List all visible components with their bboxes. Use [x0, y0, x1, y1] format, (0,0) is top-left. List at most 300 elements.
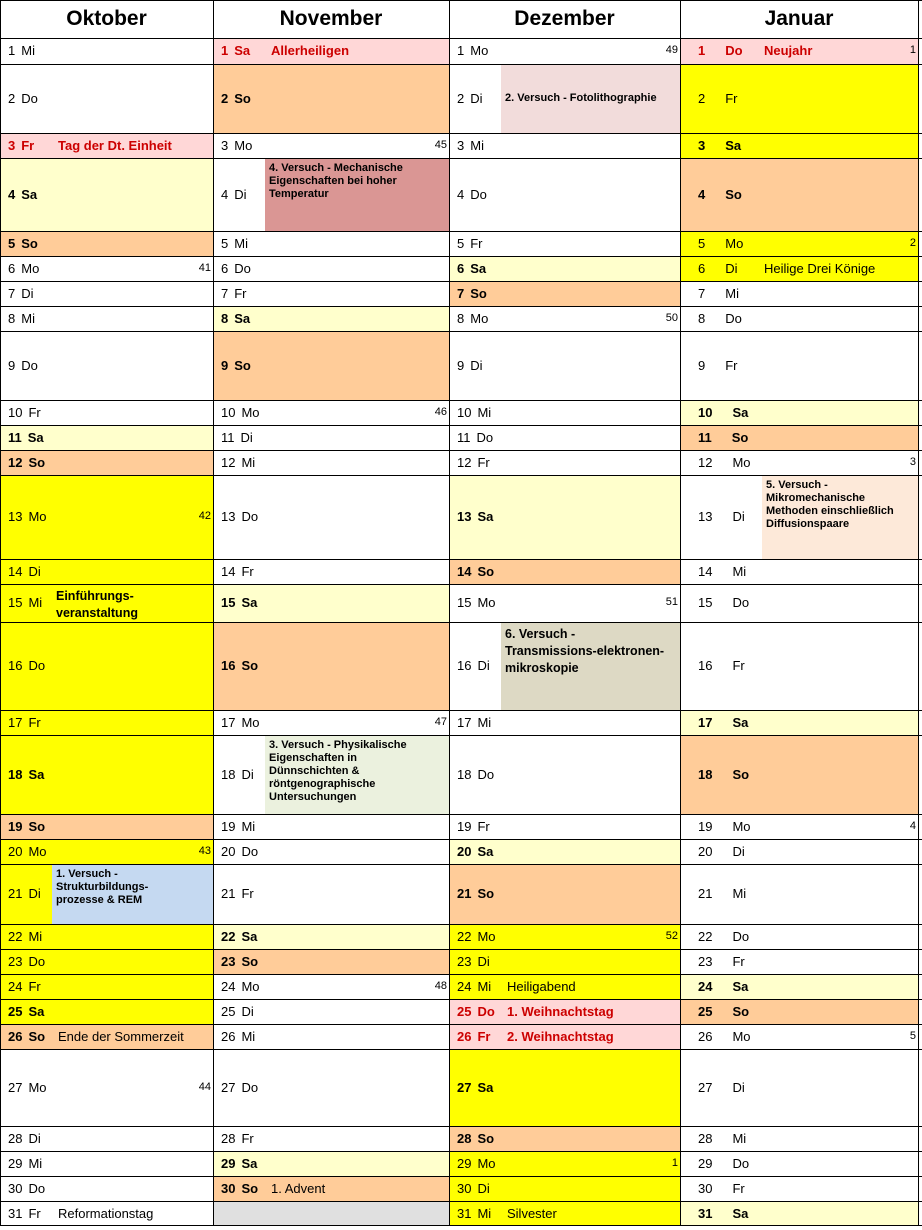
week-number: 44 — [198, 1081, 211, 1093]
day-cell[interactable] — [0, 231, 213, 256]
day-number: 14 — [221, 564, 236, 579]
weekday-label: Mo — [732, 819, 751, 834]
day-cell[interactable] — [213, 735, 449, 814]
day-cell[interactable] — [680, 584, 918, 622]
day-cell[interactable] — [449, 1201, 680, 1226]
day-label — [8, 1081, 47, 1095]
day-number: 22 — [221, 929, 236, 944]
weekday-label: Fr — [28, 405, 41, 420]
day-label — [8, 565, 41, 579]
day-number: 16 — [8, 658, 23, 673]
course-event[interactable] — [762, 475, 918, 559]
day-number: 9 — [698, 358, 706, 373]
weekday-label: Sa — [241, 929, 258, 944]
day-label — [8, 237, 38, 251]
day-cell[interactable] — [449, 1126, 680, 1151]
day-cell[interactable] — [680, 256, 918, 281]
day-cell[interactable] — [449, 64, 680, 133]
day-number: 23 — [8, 954, 23, 969]
day-cell[interactable] — [680, 924, 918, 949]
day-cell[interactable] — [213, 559, 449, 584]
day-label — [221, 820, 255, 834]
day-cell[interactable] — [213, 450, 449, 475]
weekday-label: Sa — [732, 979, 749, 994]
day-cell[interactable] — [0, 133, 213, 158]
day-number: 4 — [221, 187, 229, 202]
day-cell[interactable] — [449, 133, 680, 158]
weekday-label: Mi — [28, 929, 43, 944]
weekday-label: Di — [732, 1080, 745, 1095]
day-note: Reformationstag — [58, 1206, 154, 1221]
weekday-label: Di — [477, 1181, 490, 1196]
day-cell[interactable] — [680, 710, 918, 735]
day-cell[interactable] — [449, 814, 680, 839]
row-divider — [0, 949, 922, 950]
day-cell[interactable] — [449, 1151, 680, 1176]
day-cell[interactable] — [680, 400, 918, 425]
day-number: 19 — [457, 819, 472, 834]
day-label — [698, 456, 751, 470]
day-cell[interactable] — [213, 1024, 449, 1049]
day-number: 18 — [698, 767, 713, 782]
day-cell[interactable] — [680, 1126, 918, 1151]
day-number: 29 — [698, 1156, 713, 1171]
day-number: 15 — [698, 595, 713, 610]
day-cell[interactable] — [0, 38, 213, 64]
day-cell[interactable] — [0, 1049, 213, 1126]
day-label — [8, 139, 34, 153]
day-label — [457, 92, 483, 106]
day-cell[interactable] — [680, 949, 918, 974]
weekday-label: Mi — [21, 43, 35, 58]
weekday-label: Do — [241, 1080, 259, 1095]
day-label — [698, 262, 738, 276]
weekday-label: Sa — [241, 1156, 258, 1171]
day-cell[interactable] — [213, 949, 449, 974]
weekday-label: Di — [470, 358, 483, 373]
day-number: 15 — [457, 595, 472, 610]
day-cell[interactable] — [213, 999, 449, 1024]
day-label — [457, 955, 490, 969]
day-number: 28 — [8, 1131, 23, 1146]
day-cell[interactable] — [213, 38, 449, 64]
day-label — [221, 887, 254, 901]
week-number: 1 — [909, 44, 916, 56]
day-cell[interactable] — [680, 735, 918, 814]
weekday-label: Do — [28, 658, 46, 673]
day-cell[interactable] — [680, 1049, 918, 1126]
course-event[interactable] — [265, 158, 449, 231]
week-number: 4 — [909, 820, 916, 832]
day-cell[interactable] — [449, 584, 680, 622]
day-cell[interactable] — [213, 133, 449, 158]
day-cell[interactable] — [213, 158, 449, 231]
day-cell[interactable] — [213, 1151, 449, 1176]
day-cell[interactable] — [449, 331, 680, 400]
day-cell[interactable] — [449, 425, 680, 450]
day-cell[interactable] — [0, 475, 213, 559]
day-label — [8, 456, 45, 470]
day-label — [698, 659, 745, 673]
day-label — [8, 955, 45, 969]
weekday-label: Mo — [241, 715, 260, 730]
day-cell[interactable] — [0, 1151, 213, 1176]
week-number: 48 — [434, 980, 447, 992]
day-number: 11 — [221, 430, 235, 445]
day-cell[interactable] — [449, 735, 680, 814]
day-cell[interactable] — [0, 1176, 213, 1201]
weekday-label: Mo — [732, 1029, 751, 1044]
day-cell[interactable] — [0, 735, 213, 814]
day-cell[interactable] — [213, 400, 449, 425]
day-cell[interactable] — [213, 306, 449, 331]
course-event[interactable] — [52, 584, 213, 622]
row-divider — [0, 999, 922, 1000]
weekday-label: Do — [477, 1004, 495, 1019]
day-number: 30 — [221, 1181, 236, 1196]
week-number: 47 — [434, 716, 447, 728]
day-cell[interactable] — [213, 839, 449, 864]
day-label — [457, 887, 494, 901]
day-number: 5 — [457, 236, 465, 251]
row-divider — [0, 306, 922, 307]
day-cell[interactable] — [0, 450, 213, 475]
weekday-label: Mo — [477, 1156, 496, 1171]
day-label — [457, 139, 484, 153]
day-cell[interactable] — [680, 1176, 918, 1201]
weekday-label: Di — [28, 564, 41, 579]
day-cell[interactable] — [449, 924, 680, 949]
weekday-label: Di — [241, 767, 254, 782]
day-cell[interactable] — [680, 475, 918, 559]
day-cell[interactable] — [449, 999, 680, 1024]
day-number: 9 — [8, 358, 16, 373]
row-divider — [0, 1176, 922, 1177]
weekday-label: Mo — [234, 138, 253, 153]
day-label — [221, 359, 251, 373]
day-cell[interactable] — [213, 475, 449, 559]
day-cell[interactable] — [680, 1151, 918, 1176]
weekday-label: So — [732, 1004, 750, 1019]
day-cell[interactable] — [0, 400, 213, 425]
day-cell[interactable] — [213, 281, 449, 306]
weekday-label: Fr — [477, 819, 490, 834]
day-cell[interactable] — [0, 622, 213, 710]
week-number: 45 — [434, 139, 447, 151]
day-cell[interactable] — [213, 256, 449, 281]
day-cell[interactable] — [680, 425, 918, 450]
day-number: 2 — [221, 91, 229, 106]
column-divider — [680, 0, 681, 1226]
day-cell[interactable] — [0, 1126, 213, 1151]
day-cell[interactable] — [213, 64, 449, 133]
day-label — [457, 820, 490, 834]
weekday-label: Mo — [241, 979, 260, 994]
day-cell[interactable] — [680, 331, 918, 400]
day-number: 26 — [221, 1029, 236, 1044]
day-label — [221, 1030, 255, 1044]
day-number: 23 — [457, 954, 472, 969]
day-cell[interactable] — [680, 1024, 918, 1049]
week-number: 41 — [198, 262, 211, 274]
day-cell[interactable] — [213, 425, 449, 450]
day-label — [698, 406, 748, 420]
day-cell[interactable] — [680, 133, 918, 158]
day-cell[interactable] — [0, 864, 213, 924]
course-event[interactable] — [501, 64, 680, 133]
event-title: 6. Versuch - Transmissions-elektronen- mikroskopie — [505, 627, 665, 675]
row-divider — [0, 924, 922, 925]
day-cell[interactable] — [680, 281, 918, 306]
weekday-label: Fr — [241, 564, 254, 579]
day-number: 16 — [221, 658, 236, 673]
course-event[interactable] — [265, 735, 449, 814]
day-number: 30 — [698, 1181, 713, 1196]
day-note: Heiligabend — [507, 979, 576, 994]
day-cell[interactable] — [449, 306, 680, 331]
day-label — [221, 980, 260, 994]
event-title: 3. Versuch - Physikalische Eigenschaften in Dünnschichten & röntgenographische Untersuchungen — [269, 739, 407, 803]
day-cell[interactable] — [449, 839, 680, 864]
day-cell[interactable] — [449, 710, 680, 735]
day-label — [457, 262, 486, 276]
weekday-label: So — [234, 91, 251, 106]
day-cell[interactable] — [680, 974, 918, 999]
day-note: Ende der Sommerzeit — [58, 1029, 184, 1044]
day-cell[interactable] — [0, 949, 213, 974]
day-cell[interactable] — [0, 64, 213, 133]
day-label — [8, 1157, 42, 1171]
day-cell[interactable] — [213, 864, 449, 924]
row-divider — [0, 231, 922, 232]
day-cell[interactable] — [213, 622, 449, 710]
day-cell[interactable] — [0, 1201, 213, 1226]
day-label — [457, 930, 496, 944]
day-cell[interactable] — [449, 256, 680, 281]
day-cell[interactable] — [213, 231, 449, 256]
day-cell[interactable] — [449, 38, 680, 64]
weekday-label: Mi — [477, 405, 492, 420]
day-cell[interactable] — [680, 999, 918, 1024]
weekday-label: Do — [241, 844, 259, 859]
day-number: 13 — [698, 509, 713, 524]
row-divider — [0, 133, 922, 134]
day-label — [8, 659, 45, 673]
weekday-label: Sa — [477, 509, 494, 524]
day-cell[interactable] — [449, 559, 680, 584]
day-cell[interactable] — [0, 158, 213, 231]
day-cell[interactable] — [449, 158, 680, 231]
day-number: 25 — [457, 1004, 472, 1019]
day-label — [8, 92, 38, 106]
day-cell[interactable] — [449, 231, 680, 256]
day-label — [221, 312, 250, 326]
day-cell[interactable] — [0, 256, 213, 281]
day-cell[interactable] — [449, 864, 680, 924]
day-number: 22 — [457, 929, 472, 944]
weekday-label: So — [241, 954, 259, 969]
holiday-name: Tag der Dt. Einheit — [58, 138, 172, 153]
day-cell[interactable] — [213, 1049, 449, 1126]
day-cell[interactable] — [0, 584, 213, 622]
day-cell[interactable] — [449, 450, 680, 475]
day-cell[interactable] — [449, 281, 680, 306]
day-label — [221, 565, 254, 579]
weekday-label: Do — [725, 311, 742, 326]
day-cell[interactable] — [449, 949, 680, 974]
day-cell[interactable] — [213, 1126, 449, 1151]
day-label — [698, 980, 748, 994]
day-label — [221, 1081, 258, 1095]
day-label — [8, 768, 44, 782]
column-divider — [918, 0, 919, 1226]
weekday-label: Mo — [28, 844, 47, 859]
day-cell[interactable] — [213, 331, 449, 400]
day-label — [8, 1005, 44, 1019]
day-label — [698, 1207, 748, 1221]
day-number: 1 — [457, 43, 465, 58]
day-cell[interactable] — [680, 450, 918, 475]
day-number: 23 — [221, 954, 236, 969]
day-label — [457, 596, 496, 610]
day-cell[interactable] — [213, 1201, 449, 1226]
weekday-label: Di — [28, 1131, 41, 1146]
week-number: 2 — [909, 237, 916, 249]
column-divider — [449, 0, 450, 1226]
day-label — [457, 431, 493, 445]
day-label — [698, 431, 748, 445]
day-cell[interactable] — [213, 814, 449, 839]
day-number: 19 — [8, 819, 23, 834]
day-cell[interactable] — [449, 1176, 680, 1201]
weekday-label: Mi — [28, 1156, 43, 1171]
day-cell[interactable] — [0, 559, 213, 584]
day-number: 3 — [221, 138, 229, 153]
day-cell[interactable] — [0, 710, 213, 735]
day-label — [221, 1182, 258, 1196]
day-cell[interactable] — [449, 622, 680, 710]
event-title: 4. Versuch - Mechanische Eigenschaften bei hoher Temperatur — [269, 162, 403, 200]
day-cell[interactable] — [449, 974, 680, 999]
day-cell[interactable] — [213, 1176, 449, 1201]
day-cell[interactable] — [213, 710, 449, 735]
weekday-label: Di — [732, 509, 745, 524]
day-cell[interactable] — [680, 839, 918, 864]
day-cell[interactable] — [0, 331, 213, 400]
day-cell[interactable] — [680, 306, 918, 331]
day-cell[interactable] — [680, 559, 918, 584]
day-label — [698, 820, 751, 834]
day-label — [698, 92, 738, 106]
weekday-label: Mi — [732, 886, 747, 901]
day-cell[interactable] — [680, 64, 918, 133]
weekday-label: Sa — [28, 1004, 45, 1019]
day-label — [8, 1207, 41, 1221]
day-cell[interactable] — [449, 1024, 680, 1049]
day-cell[interactable] — [0, 839, 213, 864]
month-header-oktober: Oktober — [66, 7, 147, 30]
day-number: 11 — [8, 430, 22, 445]
day-label — [698, 1030, 751, 1044]
day-number: 6 — [457, 261, 465, 276]
day-number: 10 — [221, 405, 236, 420]
day-label — [8, 406, 41, 420]
day-number: 1 — [8, 43, 16, 58]
event-title: 2. Versuch - Fotolithographie — [505, 92, 657, 104]
day-label — [221, 431, 253, 445]
day-cell[interactable] — [0, 814, 213, 839]
day-number: 30 — [8, 1181, 23, 1196]
row-divider — [0, 331, 922, 332]
day-cell[interactable] — [449, 400, 680, 425]
day-cell[interactable] — [680, 38, 918, 64]
day-number: 30 — [457, 1181, 472, 1196]
day-cell[interactable] — [0, 306, 213, 331]
day-cell[interactable] — [449, 475, 680, 559]
day-cell[interactable] — [680, 158, 918, 231]
day-label — [698, 565, 746, 579]
day-cell[interactable] — [680, 1201, 918, 1226]
weekday-label: Do — [241, 509, 259, 524]
day-cell[interactable] — [0, 974, 213, 999]
day-number: 24 — [8, 979, 23, 994]
weekday-label: Sa — [725, 138, 742, 153]
day-number: 4 — [8, 187, 16, 202]
day-label — [8, 716, 41, 730]
day-number: 14 — [457, 564, 472, 579]
weekday-label: Di — [234, 187, 247, 202]
day-cell[interactable] — [0, 1024, 213, 1049]
day-label — [698, 312, 742, 326]
weekday-label: Fr — [28, 1206, 41, 1221]
weekday-label: Di — [28, 886, 41, 901]
day-label — [698, 1132, 746, 1146]
weekday-label: Mi — [241, 455, 256, 470]
day-label — [457, 1005, 495, 1019]
day-cell[interactable] — [680, 814, 918, 839]
day-cell[interactable] — [213, 974, 449, 999]
day-cell[interactable] — [213, 924, 449, 949]
day-cell[interactable] — [0, 999, 213, 1024]
day-label — [698, 44, 743, 58]
course-event[interactable] — [501, 622, 680, 710]
row-divider — [0, 974, 922, 975]
day-label — [221, 716, 260, 730]
week-number: 51 — [665, 596, 678, 608]
day-cell[interactable] — [449, 1049, 680, 1126]
event-title: Einführungs- veranstaltung — [56, 589, 138, 620]
row-divider — [0, 584, 922, 585]
weekday-label: So — [477, 886, 495, 901]
day-cell[interactable] — [680, 622, 918, 710]
day-label — [698, 139, 741, 153]
day-number: 5 — [221, 236, 229, 251]
weekday-label: Sa — [241, 595, 258, 610]
day-number: 26 — [457, 1029, 472, 1044]
day-label — [457, 237, 483, 251]
day-cell[interactable] — [0, 425, 213, 450]
day-cell[interactable] — [680, 864, 918, 924]
course-event[interactable] — [52, 864, 213, 924]
day-number: 3 — [698, 138, 706, 153]
day-cell[interactable] — [680, 231, 918, 256]
holiday-name: 2. Weihnachtstag — [507, 1029, 614, 1044]
day-cell[interactable] — [0, 281, 213, 306]
weekday-label: Do — [477, 767, 495, 782]
day-cell[interactable] — [0, 924, 213, 949]
day-number: 14 — [8, 564, 23, 579]
day-cell[interactable] — [213, 584, 449, 622]
